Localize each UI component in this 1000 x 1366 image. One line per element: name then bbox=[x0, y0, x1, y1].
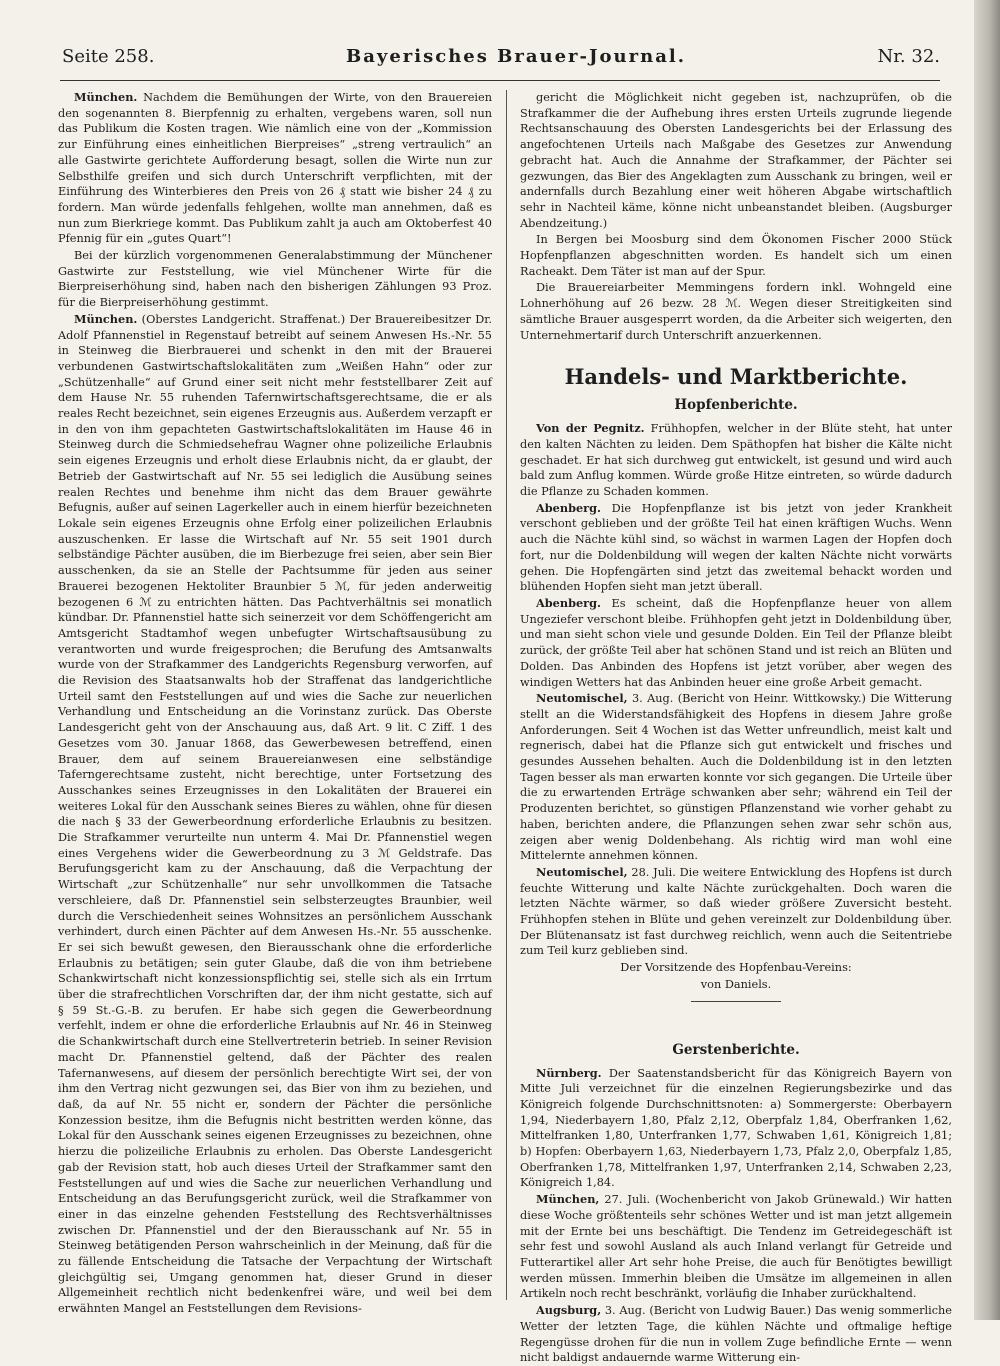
article-court-case bbox=[58, 312, 492, 1317]
signature-name: von Daniels. bbox=[700, 977, 772, 991]
article-text: Die Brauereiarbeiter Memmingens fordern inkl. Wohngeld eine Lohnerhöhung auf 26 bezw. 28 ℳ. Wegen dieser Streitigkeiten sind sämtliche Brauer ausgesperrt worden, da die Arbeiter sich weigerten, den Unternehmertarif durch Unterschrift anzuerkennen. bbox=[520, 281, 952, 342]
barley-report bbox=[520, 1066, 952, 1192]
hop-report bbox=[520, 865, 952, 959]
report-text: Die Hopfenpflanze ist bis jetzt von jeder Krankheit verschont geblieben und der größte Teil hat einen kräftigen Wuchs. Wenn auch die Nächte kühl sind, so wächst in warmen Lagen der Hopfen doch fort, nur die Doldenbildung will wegen der kalten Nächte nicht vorwärts gehen. Die Hopfengärten sind jetzt das zweitemal behackt worden und blühenden Hopfen sieht man jetzt überall. bbox=[520, 501, 952, 594]
hop-report bbox=[520, 421, 952, 500]
dateline: München, bbox=[536, 1192, 600, 1207]
article-hop-vandalism bbox=[520, 232, 952, 279]
article-text: Bei der kürzlich vorgenommenen Generalabstimmung der Münchener Gastwirte zur Feststellung, wie viel Münchener Wirte für die Bierpreiserhöhung sind, haben nach den bisherigen Zählungen 93 Proz. für die Bierpreiserhöhung gestimmt. bbox=[58, 249, 492, 310]
report-text: Frühhopfen, welcher in der Blüte steht, hat unter den kalten Nächten zu leiden. Dem Späthopfen hat bisher die Kälte nicht geschadet. Er hat sich durchweg gut entwickelt, ist gesund und wird auch bald zum Anflug kommen. Würde große Hitze eintreten, so würde dadurch die Pflanze zu Schaden kommen. bbox=[520, 422, 953, 499]
header-rule bbox=[60, 80, 940, 81]
dateline: Neutomischel, bbox=[536, 691, 628, 706]
issue-number: Nr. 32. bbox=[877, 46, 940, 67]
dateline: München. bbox=[74, 311, 138, 326]
article-brewery-workers bbox=[520, 280, 952, 343]
article-text: Nachdem die Bemühungen der Wirte, von den Brauereien den sogenannten 8. Bierpfennig zu erhalten, vergebens waren, soll nun das Publikum die Kosten tragen. Wie nämlich eine von der „Kommission zur Einführung eines einheitlichen Bierpreises“ „streng vertraulich“ an alle Gastwirte gerichtete Aufforderung besagt, sollen die Wirte nun zur Selbsthilfe greifen und sich durch Unterschrift verpflichten, mit der Einführung des Winterbieres den Preis von 26 ₰ statt wie bisher 24 ₰ zu fordern. Man würde jedenfalls fehlgehen, wollte man annehmen, daß es nun zum Bierkriege kommt. Das Publikum zahlt ja auch am Oktoberfest 40 Pfennig für ein „gutes Quart“! bbox=[58, 91, 492, 246]
report-text: Der Saatenstandsbericht für das Königreich Bayern von Mitte Juli verzeichnet für die einzelnen Regierungsbezirke und das Königreich folgende Durchschnittsnoten: a) Sommergerste: Oberbayern 1,94, Niederbayern 1,80, Pfalz 2,12, Oberpfalz 1,84, Oberfranken 1,62, Mittelfranken 1,80, Unterfranken 1,77, Schwaben 1,61, Königreich 1,81; b) Hopfen: Oberbayern 1,63, Niederbayern 1,73, Pfalz 2,0, Oberpfalz 1,85, Oberfranken 1,78, Mittelfranken 1,97, Unterfranken 2,14, Schwaben 2,23, Königreich 1,84. bbox=[520, 1066, 952, 1190]
report-text: Es scheint, daß die Hopfenpflanze heuer von allem Ungeziefer verschont bleibe. Frühhopfen geht jetzt in Doldenbildung über, und man sieht schon viele und gesunde Dolden. Ein Teil der Pflanze bleibt zurück, der größte Teil aber hat schönen Stand und ist reich an Blüten und Dolden. Das Anbinden des Hopfens ist jetzt vorüber, aber wegen des windigen Wetters hat das Anbinden heuer eine große Arbeit gemacht. bbox=[520, 596, 952, 689]
hop-report bbox=[520, 691, 952, 864]
article-munich-beer-price bbox=[58, 90, 492, 247]
right-column bbox=[520, 90, 953, 1365]
column-divider bbox=[506, 90, 507, 1300]
hop-reports-title: Hopfenberichte. bbox=[674, 397, 798, 414]
section-divider bbox=[691, 1001, 781, 1002]
article-text: gericht die Möglichkeit nicht gegeben ist, nachzuprüfen, ob die Strafkammer die der Aufhebung ihres ersten Urteils zugrunde liegende Rechtsanschauung des Obersten Landesgerichts bei der Erlassung des angefochtenen Urteils nach Maßgabe des Gesetzes zur Anwendung gebracht hat. Auch die Annahme der Strafkammer, der Pächter sei gezwungen, das Bier des Angeklagten zum Ausschank zu bringen, weil er andernfalls durch Bezahlung einer weit höheren Abgabe wirtschaftlich sehr in Nachteil käme, könne nicht unbeanstandet bleiben. (Augsburger Abendzeitung.) bbox=[520, 91, 952, 230]
journal-title: Bayerisches Brauer-Journal. bbox=[346, 46, 686, 67]
article-vote bbox=[58, 248, 492, 311]
section-title: Handels- und Marktberichte. bbox=[564, 364, 908, 390]
signature-role: Der Vorsitzende des Hopfenbau-Vereins: bbox=[620, 961, 852, 975]
left-column bbox=[58, 90, 493, 1316]
running-header bbox=[62, 46, 940, 78]
report-text: 28. Juli. Die weitere Entwicklung des Hopfens ist durch feuchte Witterung und kalte Nächte zurückgehalten. Doch waren die letzten Nächte wärmer, so daß wieder größere Zuversicht besteht. Frühhopfen stehen in Blüte und gehen vereinzelt zur Doldenbildung über. Der Blütenansatz ist fast durchweg reichlich, wenn auch die Seitentriebe zum Teil kurz geblieben sind. bbox=[520, 865, 952, 958]
barley-report bbox=[520, 1192, 952, 1302]
article-text: (Oberstes Landgericht. Straffenat.) Der Brauereibesitzer Dr. Adolf Pfannenstiel in Regenstauf betreibt auf seinem Anwesen Hs.-Nr. 55 in Steinweg die Bierbrauerei und schenkt in den mit der Brauerei verbundenen Gastwirtschaftslokalitäten zum „Weißen Hahn“ oder zur „Schützenhalle“ auf Grund einer seit nicht mehr feststellbarer Zeit auf dem Hause Nr. 55 ruhenden Tafernwirtschaftsgerechtsame, die er als reales Recht bezeichnet, sein eigenes Erzeugnis aus. Außerdem verzapft er in den von ihm gepachteten Gastwirtschaftslokalitäten im Hause 46 in Steinweg durch die Schmiedsehefrau Wagner ohne polizeiliche Erlaubnis sein eigenes Erzeugnis und erholt diese Erlaubnis nicht, da er glaubt, der Betrieb der Gastwirtschaft auf Nr. 55 sei lediglich die Ausübung seines realen Rechtes und benehme ihm nicht das dem Brauer gewährte Befugnis, außer auf seinen Lagerkeller auch in einem hierfür bezeichneten Lokale sein eigenes Erzeugnis ohne Erfolg einer polizeilichen Erlaubnis auszuschenken. Er lasse die Wirtschaft auf Nr. 55 seit 1901 durch selbständige Pächter ausüben, die im Bierbezuge frei seien, aber sein Bier ausschenken, da sie an Stelle der Pachtsumme für jeden aus seiner Brauerei bezogenen Hektoliter Braunbier 5 ℳ, für jeden anderweitig bezogenen 6 ℳ zu entrichten hätten. Das Pachtverhältnis sei monatlich kündbar. Dr. Pfannenstiel hatte sich seinerzeit vor dem Schöffengericht am Amtsgericht Stadtamhof wegen unbefugter Wirtschaftsausübung zu verantworten und wurde freigesprochen; die Berufung des Amtsanwalts wurde von der Strafkammer des Landgerichts Regensburg verworfen, auf die Revision des Staatsanwalts hob der Straffenat das landgerichtliche Urteil samt den Feststellungen auf und wies die Sache zur neuerlichen Verhandlung und Entscheidung an die Vorinstanz zurück. Das Oberste Landesgericht geht von der Anschauung aus, daß Art. 9 lit. C Ziff. 1 des Gesetzes vom 30. Januar 1868, das Gewerbewesen betreffend, einen Brauer, dem auf seinem Brauereianwesen eine selbständige Taferngerechtsame zusteht, nicht berechtige, unter Fortsetzung des Ausschankes seines Erzeugnisses in den Lokalitäten der Brauerei ein weiteres Lokal für den Ausschank seines Bieres zu wählen, ohne für diesen die nach § 33 der Gewerbeordnung erforderliche Erlaubnis zu besitzen. Die Strafkammer verurteilte nun unterm 4. Mai Dr. Pfannenstiel wegen eines Vergehens wider die Gewerbeordnung zu 3 ℳ Geldstrafe. Das Berufungsgericht kam zu der Anschauung, daß die Verpachtung der Wirtschaft „zur Schützenhalle“ nur sehr unvollkommen die Tatsache verschleiere, daß Dr. Pfannenstiel sein selbsterzeugtes Braunbier, weil durch die Verschiedenheit seines Wohnsitzes an persönlichem Ausschank verhindert, durch einen Pächter auf dem Anwesen Hs.-Nr. 55 ausschenke. Er sei sich bewußt gewesen, den Bierausschank ohne die erforderliche Erlaubnis zu betätigen; sein guter Glaube, daß die von ihm betriebene Schankwirtschaft nicht konzessionspflichtig sei, stelle sich als ein Irrtum über die strafrechtlichen Vorschriften dar, der ihm nicht gestatte, sich auf § 59 St.-G.-B. zu berufen. Er habe sich gegen die Gewerbeordnung verfehlt, indem er ohne die erforderliche Erlaubnis auf Nr. 46 in Steinweg die Schankwirtschaft durch eine Stellvertreterin betrieb. In seiner Revision macht Dr. Pfannenstiel geltend, daß der Pächter des realen Tafernanwesens, auf diesem der persönlich berechtigte Wirt sei, der von ihm den Vertrag nicht gezwungen sei, das Bier von ihm zu beziehen, und daß, da auf Nr. 55 nicht er, sondern der Pächter die persönliche Konzession besitze, ihm die Befugnis nicht bestritten werden könne, das Lokal für den Ausschank seines eigenen Erzeugnisses zu bezeichnen, ohne hierzu die polizeiliche Erlaubnis zu erholen. Das Oberste Landesgericht gab der Revision statt, hob auch dieses Urteil der Strafkammer samt den Feststellungen auf und wies die Sache zur neuerlichen Verhandlung und Entscheidung an das Berufungsgericht zurück, weil die Strafkammer von einer in das einzelne gehenden Feststellung des Rechtsverhältnisses zwischen Dr. Pfannenstiel und der den Bierausschank auf Nr. 55 in Steinweg betätigenden Person wahrscheinlich in der Meinung, daß für die zu fällende Entscheidung die Tatsache der Verpachtung der Wirtschaft gleichgültig sei, Umgang genommen hat, dieser Grund in dieser Allgemeinheit rechtlich nicht bedenkenfrei wäre, und weil bei dem erwähnten Mangel an Feststellungen dem Revisions- bbox=[58, 312, 493, 1316]
dateline: Neutomischel, bbox=[536, 864, 628, 879]
page-label: Seite 258. bbox=[62, 46, 155, 67]
dateline: Abenberg. bbox=[536, 500, 601, 515]
dateline: Abenberg. bbox=[536, 595, 601, 610]
report-text: 3. Aug. (Bericht von Ludwig Bauer.) Das wenig sommerliche Wetter der letzten Tage, die kühlen Nächte und oftmalige heftige Regengüsse drohen für die nun in vollem Zuge befindliche Ernte — wenn nicht baldigst andauernde warme Witterung ein- bbox=[520, 1304, 952, 1365]
barley-report bbox=[520, 1303, 952, 1366]
page-edge bbox=[974, 0, 1000, 1320]
dateline: Von der Pegnitz. bbox=[536, 421, 645, 436]
dateline: Nürnberg. bbox=[536, 1065, 602, 1080]
report-text: 3. Aug. (Bericht von Heinr. Wittkowsky.) Die Witterung stellt an die Widerstandsfähigkeit des Hopfens in diesem Jahre große Anforderungen. Seit 4 Wochen ist das Wetter unfreundlich, meist kalt und regnerisch, dabei hat die Pflanze sich gut entwickelt und frisches und gesundes Aussehen behalten. Auch die Doldenbildung ist in den letzten Tagen besser als man erwarten konnte vor sich gegangen. Die Urteile über die zu erwartenden Erträge schwanken aber sehr; während ein Teil der Produzenten berichtet, so günstigen Pflanzenstand wie vorher gehabt zu haben, berichten andere, die Pflanzungen sehen zwar sehr schön aus, zeigen aber wenig Doldenbehang. Als richtig wird man wohl eine Mittelernte annehmen können. bbox=[520, 692, 952, 863]
hop-report bbox=[520, 501, 952, 595]
article-text: In Bergen bei Moosburg sind dem Ökonomen Fischer 2000 Stück Hopfenpflanzen abgeschnitten worden. Es handelt sich um einen Racheakt. Dem Täter ist man auf der Spur. bbox=[520, 233, 952, 278]
hop-report bbox=[520, 596, 952, 690]
article-court-case-continued bbox=[520, 90, 952, 231]
dateline: Augsburg, bbox=[536, 1303, 602, 1318]
dateline: München. bbox=[74, 90, 138, 104]
report-text: 27. Juli. (Wochenbericht von Jakob Grünewald.) Wir hatten diese Woche größtenteils sehr schönes Wetter und ist man jetzt allgemein mit der Ernte bei uns beschäftigt. Die Tendenz im Getreidegeschäft ist sehr fest und sowohl Ausland als auch Inland verlangt für Getreide und Futterartikel aller Art sehr hohe Preise, die auch für Benötigtes bewilligt werden müssen. Immerhin bleiben die Umsätze im allgemeinen in allen Artikeln noch recht beschränkt, vorläufig die Inhaber zurückhaltend. bbox=[520, 1193, 952, 1301]
barley-reports-title: Gerstenberichte. bbox=[672, 1041, 800, 1058]
